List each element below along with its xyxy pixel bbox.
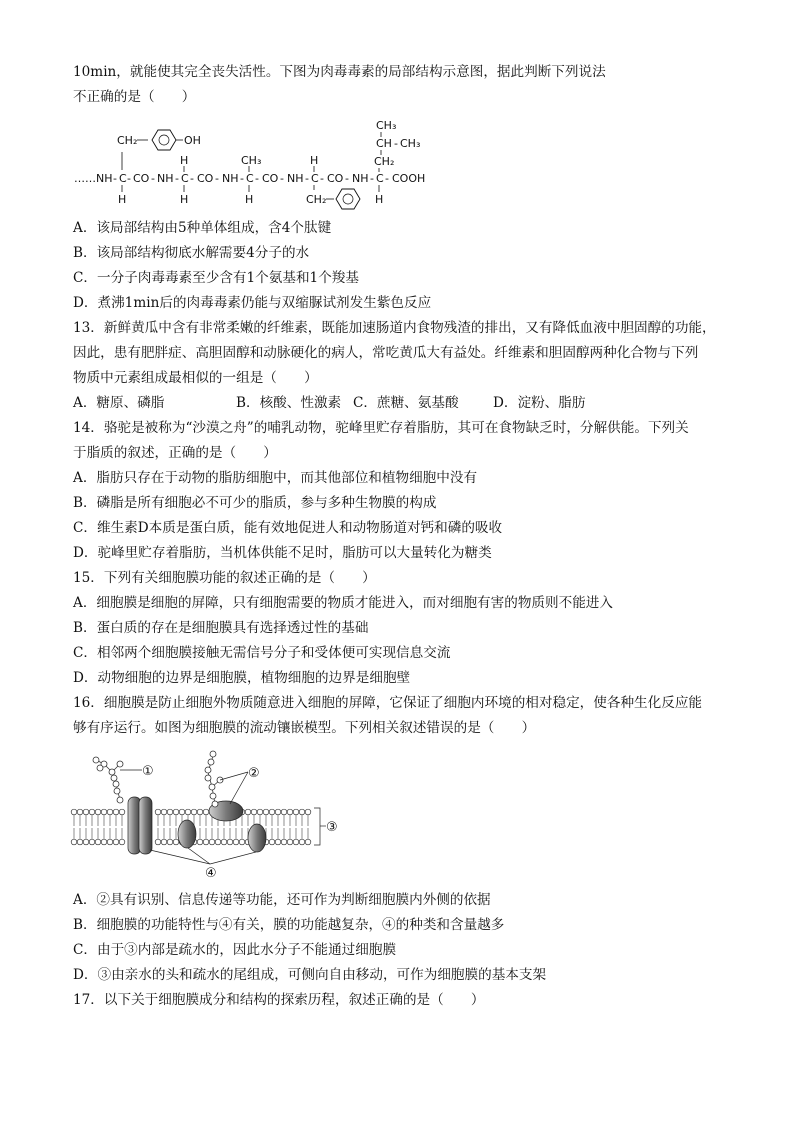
phospholipid-head [299, 809, 305, 815]
formula-lead: ……NH [74, 172, 113, 185]
phospholipid-head [239, 839, 245, 845]
q12-option-a: A．该局部结构由5种单体组成，含4个肽键 [73, 220, 332, 236]
phospholipid-head [245, 809, 251, 815]
svg-text:-: - [151, 172, 155, 185]
embedded-protein-2 [248, 824, 266, 852]
q13-option-d: D．淀粉、脂肪 [493, 395, 586, 411]
svg-text:CO: CO [197, 172, 214, 185]
phospholipid-head [191, 809, 197, 815]
svg-text:CO: CO [133, 172, 150, 185]
svg-text:-: - [345, 172, 349, 185]
q13-option-a: A．糖原、磷脂 [73, 395, 165, 411]
q13-option-c: C．蔗糖、氨基酸 [353, 395, 459, 411]
svg-text:C: C [119, 172, 127, 185]
q14-option-d: D．驼峰里贮存着脂肪，当机体供能不足时，脂肪可以大量转化为糖类 [73, 545, 492, 561]
q13-stem-3: 物质中元素组成最相似的一组是（ ） [73, 370, 318, 386]
phospholipid-head [203, 839, 209, 845]
svg-text:NH: NH [222, 172, 239, 185]
svg-text:H: H [375, 193, 384, 206]
phospholipid-head [281, 839, 287, 845]
phospholipid-head [299, 839, 305, 845]
q16-option-c: C．由于③内部是疏水的，因此水分子不能通过细胞膜 [73, 942, 397, 958]
svg-text:-: - [127, 172, 131, 185]
phospholipid-head [287, 809, 293, 815]
svg-text:-: - [320, 172, 324, 185]
svg-text:H: H [180, 154, 189, 167]
phospholipid-head [305, 839, 311, 845]
phospholipid-head [161, 809, 167, 815]
phospholipid-head [269, 839, 275, 845]
phospholipid-head [263, 809, 269, 815]
svg-text:CH₂: CH₂ [374, 155, 395, 168]
phospholipid-head [233, 839, 239, 845]
q15-option-d: D．动物细胞的边界是细胞膜，植物细胞的边界是细胞壁 [73, 670, 411, 686]
q15-option-b: B．蛋白质的存在是细胞膜具有选择透过性的基础 [73, 620, 369, 636]
phospholipid-head [101, 839, 107, 845]
phe-ch2: CH₂ [306, 193, 327, 206]
phospholipid-head [203, 809, 209, 815]
q16-stem-2: 够有序运行。如图为细胞膜的流动镶嵌模型。下列相关叙述错误的是（ ） [73, 720, 536, 736]
tyr-oh: OH [184, 134, 201, 147]
svg-text:CH₃: CH₃ [376, 119, 397, 132]
label-4: ④ [205, 866, 217, 881]
svg-text:H: H [118, 193, 127, 206]
q15-option-c: C．相邻两个细胞膜接触无需信号分子和受体便可实现信息交流 [73, 645, 451, 661]
phospholipid-head [257, 809, 263, 815]
phospholipid-head [251, 809, 257, 815]
svg-text:C: C [376, 172, 384, 185]
phospholipid-head [173, 839, 179, 845]
q15-option-a: A．细胞膜是细胞的屏障，只有细胞需要的物质才能进入，而对细胞有害的物质则不能进入 [73, 595, 613, 611]
phospholipid-head [275, 809, 281, 815]
phospholipid-head [293, 809, 299, 815]
channel-protein [128, 797, 152, 854]
label-1: ① [142, 764, 154, 779]
label-3: ③ [326, 820, 338, 835]
svg-text:COOH: COOH [392, 172, 426, 185]
phospholipid-head [113, 809, 119, 815]
phospholipid-head [215, 839, 221, 845]
fluid-mosaic-membrane-diagram [70, 742, 360, 882]
svg-text:-: - [370, 172, 374, 185]
svg-text:-: - [385, 172, 389, 185]
phospholipid-head [221, 839, 227, 845]
svg-text:-: - [190, 172, 194, 185]
q14-stem-1: 14．骆驼是被称为“沙漠之舟”的哺乳动物，驼峰里贮存着脂肪，其可在食物缺乏时，分解供能。下列关 [73, 420, 689, 436]
tyr-ch2: CH₂ [117, 134, 138, 147]
phospholipid-head [71, 839, 77, 845]
benzene-ring-tyr [152, 130, 176, 150]
phospholipid-head [77, 839, 83, 845]
svg-text:CH₃: CH₃ [400, 137, 421, 150]
phospholipid-head [305, 809, 311, 815]
phospholipid-head [95, 809, 101, 815]
phospholipid-head [185, 809, 191, 815]
q13-stem-2: 因此，患有肥胖症、高胆固醇和动脉硬化的病人，常吃黄瓜大有益处。纤维素和胆固醇两种化合物与下列 [73, 345, 699, 361]
phospholipid-head [71, 809, 77, 815]
q14-option-b: B．磷脂是所有细胞必不可少的脂质，参与多种生物膜的构成 [73, 495, 437, 511]
svg-text:NH: NH [157, 172, 174, 185]
svg-text:H: H [245, 193, 254, 206]
phospholipid-head [209, 839, 215, 845]
label-2: ② [248, 766, 260, 781]
phospholipid-head [293, 839, 299, 845]
q13-option-b: B．核酸、性激素 [236, 395, 342, 411]
q12-option-d: D．煮沸1min后的肉毒毒素仍能与双缩脲试剂发生紫色反应 [73, 295, 432, 311]
svg-text:CH: CH [376, 137, 392, 150]
svg-text:C: C [181, 172, 189, 185]
phospholipid-head [281, 809, 287, 815]
phospholipid-head [167, 809, 173, 815]
phospholipid-head [197, 839, 203, 845]
q14-option-a: A．脂肪只存在于动物的脂肪细胞中，而其他部位和植物细胞中没有 [73, 470, 478, 486]
svg-text:CO: CO [262, 172, 279, 185]
phospholipid-head [113, 839, 119, 845]
svg-text:C: C [311, 172, 319, 185]
svg-text:H: H [310, 154, 319, 167]
q16-option-d: D．③由亲水的头和疏水的尾组成，可侧向自由移动，可作为细胞膜的基本支架 [73, 967, 547, 983]
phospholipid-head [83, 839, 89, 845]
phospholipid-head [107, 809, 113, 815]
phospholipid-head [119, 809, 125, 815]
svg-text:NH: NH [352, 172, 369, 185]
phospholipid-head [107, 839, 113, 845]
phospholipid-head [155, 839, 161, 845]
phospholipid-head [173, 809, 179, 815]
benzene-ring-phe [336, 189, 360, 209]
phospholipid-head [275, 839, 281, 845]
svg-text:-: - [175, 172, 179, 185]
phospholipid-head [77, 809, 83, 815]
q13-stem-1: 13．新鲜黄瓜中含有非常柔嫩的纤维素，既能加速肠道内食物残渣的排出，又有降低血液中胆固醇的功能， [73, 320, 716, 336]
glycoprotein-chain [205, 751, 223, 807]
svg-text:-: - [113, 172, 117, 185]
q16-stem-1: 16．细胞膜是防止细胞外物质随意进入细胞的屏障，它保证了细胞内环境的相对稳定，使各种生化反应能 [73, 695, 703, 711]
q14-option-c: C．维生素D本质是蛋白质，能有效地促进人和动物肠道对钙和磷的吸收 [73, 520, 503, 536]
embedded-protein-1 [178, 820, 196, 848]
phospholipid-head [119, 839, 125, 845]
phospholipid-head [101, 809, 107, 815]
q17-stem: 17．以下关于细胞膜成分和结构的探索历程，叙述正确的是（ ） [73, 992, 485, 1008]
phospholipid-head [89, 839, 95, 845]
q15-stem: 15．下列有关细胞膜功能的叙述正确的是（ ） [73, 570, 376, 586]
phospholipid-head [227, 839, 233, 845]
phospholipid-head [287, 839, 293, 845]
svg-text:-: - [280, 172, 284, 185]
intro-line-2: 不正确的是（ ） [73, 89, 196, 105]
svg-text:-: - [305, 172, 309, 185]
q12-option-c: C．一分子肉毒毒素至少含有1个氨基和1个羧基 [73, 270, 359, 286]
svg-text:CO: CO [327, 172, 344, 185]
svg-text:-: - [215, 172, 219, 185]
svg-text:C: C [246, 172, 254, 185]
q16-option-b: B．细胞膜的功能特性与④有关，膜的功能越复杂，④的种类和含量越多 [73, 917, 505, 933]
svg-text:H: H [180, 193, 189, 206]
phospholipid-head [161, 839, 167, 845]
svg-text:CH₃: CH₃ [241, 154, 262, 167]
peptide-structure-diagram [70, 112, 510, 212]
svg-text:NH: NH [287, 172, 304, 185]
phospholipid-head [89, 809, 95, 815]
phospholipid-head [167, 839, 173, 845]
intro-line-1: 10min，就能使其完全丧失活性。下图为肉毒毒素的局部结构示意图，据此判断下列说法 [73, 64, 606, 80]
phospholipid-head [95, 839, 101, 845]
svg-text:-: - [255, 172, 259, 185]
glycolipid-chain [93, 757, 123, 803]
phospholipid-head [83, 809, 89, 815]
q16-option-a: A．②具有识别、信息传递等功能，还可作为判断细胞膜内外侧的依据 [73, 892, 491, 908]
phospholipid-head [197, 809, 203, 815]
phospholipid-head [179, 809, 185, 815]
q12-option-b: B．该局部结构彻底水解需要4分子的水 [73, 245, 310, 261]
svg-text:-: - [240, 172, 244, 185]
q14-stem-2: 于脂质的叙述，正确的是（ ） [73, 445, 277, 461]
svg-text:-: - [394, 137, 398, 150]
phospholipid-head [155, 809, 161, 815]
phospholipid-head [269, 809, 275, 815]
